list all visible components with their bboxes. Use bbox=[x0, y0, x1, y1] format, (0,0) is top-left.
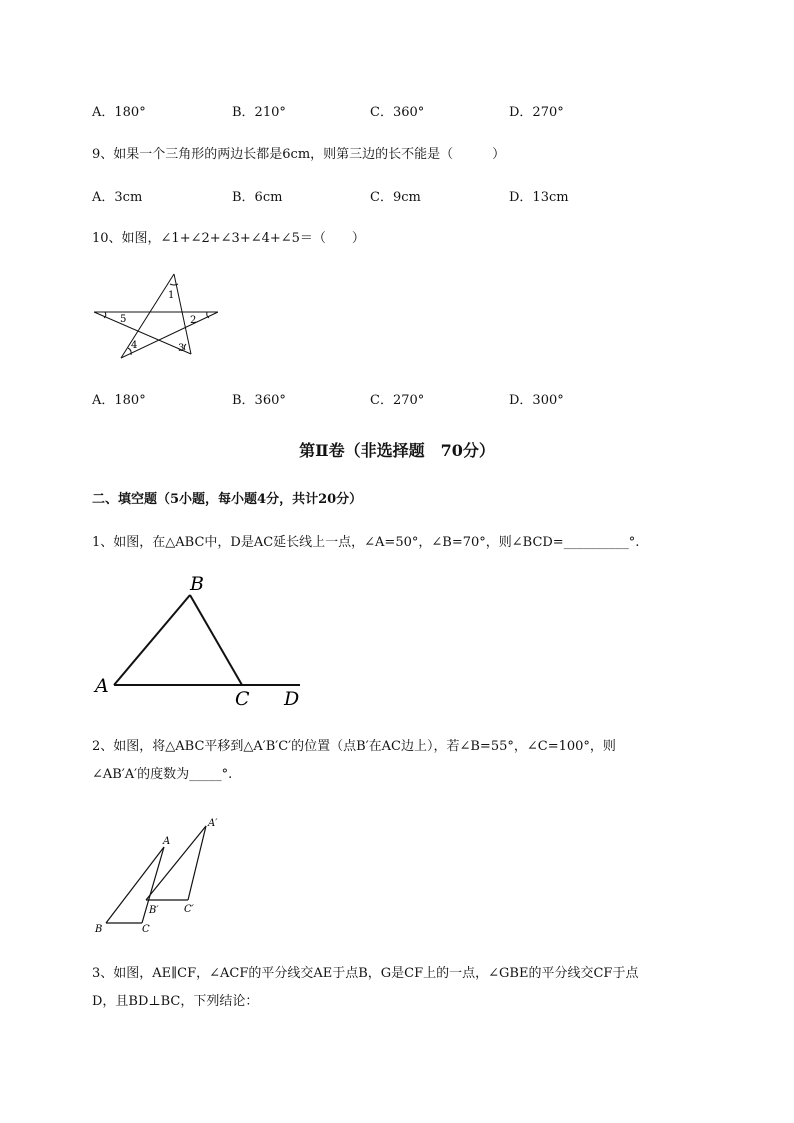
fq2-label-b: B bbox=[95, 924, 103, 935]
fq1-triangle-figure bbox=[92, 570, 312, 710]
q10-option-d: D．300° bbox=[509, 393, 564, 408]
fq3-stem-line1: 3、如图，AE∥CF，∠ACF的平分线交AE于点B，G是CF上的一点，∠GBE的平分线交CF于点 bbox=[92, 966, 639, 981]
fq2-label-c: C bbox=[142, 924, 150, 935]
fq2-stem-line1: 2、如图，将△ABC平移到△A′B′C′的位置（点B′在AC边上），若∠B=55°，∠C=100°，则 bbox=[92, 739, 616, 754]
fq1-label-a: A bbox=[95, 675, 109, 697]
q8-option-a: A．180° bbox=[92, 105, 146, 120]
fq2-stem-line2: ∠AB′A′的度数为_____°. bbox=[92, 767, 233, 782]
fq3-stem-line2: D，且BD⊥BC，下列结论： bbox=[92, 994, 259, 1009]
q10-star-figure bbox=[90, 268, 224, 364]
q9-option-d: D．13cm bbox=[509, 190, 569, 205]
q8-option-d: D．270° bbox=[509, 105, 564, 120]
fq2-label-a-prime: A′ bbox=[208, 818, 218, 829]
star-angle-label-2: 2 bbox=[190, 315, 197, 326]
fq1-stem: 1、如图，在△ABC中，D是AC延长线上一点，∠A=50°，∠B=70°，则∠BCD=__________°. bbox=[92, 535, 640, 550]
q9-stem: 9、如果一个三角形的两边长都是6cm，则第三边的长不能是（ ） bbox=[92, 147, 506, 162]
fq2-translation-figure bbox=[90, 812, 230, 937]
q10-option-a: A．180° bbox=[92, 393, 146, 408]
fq2-label-a: A bbox=[163, 836, 171, 847]
star-angle-label-4: 4 bbox=[131, 340, 138, 351]
star-angle-label-1: 1 bbox=[168, 290, 175, 301]
q9-option-c: C．9cm bbox=[370, 190, 421, 205]
part2-title: 第Ⅱ卷（非选择题 70分） bbox=[299, 441, 495, 460]
star-angle-label-5: 5 bbox=[120, 314, 127, 325]
q9-option-b: B．6cm bbox=[232, 190, 283, 205]
fq2-label-c-prime: C′ bbox=[184, 904, 194, 915]
q10-option-c: C．270° bbox=[370, 393, 425, 408]
fq1-label-b: B bbox=[190, 573, 204, 595]
q8-option-c: C．360° bbox=[370, 105, 425, 120]
fill-in-section-heading: 二、填空题（5小题，每小题4分，共计20分） bbox=[92, 492, 363, 507]
q10-option-b: B．360° bbox=[232, 393, 286, 408]
q9-option-a: A．3cm bbox=[92, 190, 143, 205]
fq1-label-d: D bbox=[284, 688, 300, 710]
star-angle-label-3: 3 bbox=[178, 343, 185, 354]
fq2-label-b-prime: B′ bbox=[149, 905, 159, 916]
q8-option-b: B．210° bbox=[232, 105, 286, 120]
fq1-label-c: C bbox=[235, 688, 250, 710]
q10-stem: 10、如图，∠1+∠2+∠3+∠4+∠5＝（ ） bbox=[92, 231, 365, 246]
